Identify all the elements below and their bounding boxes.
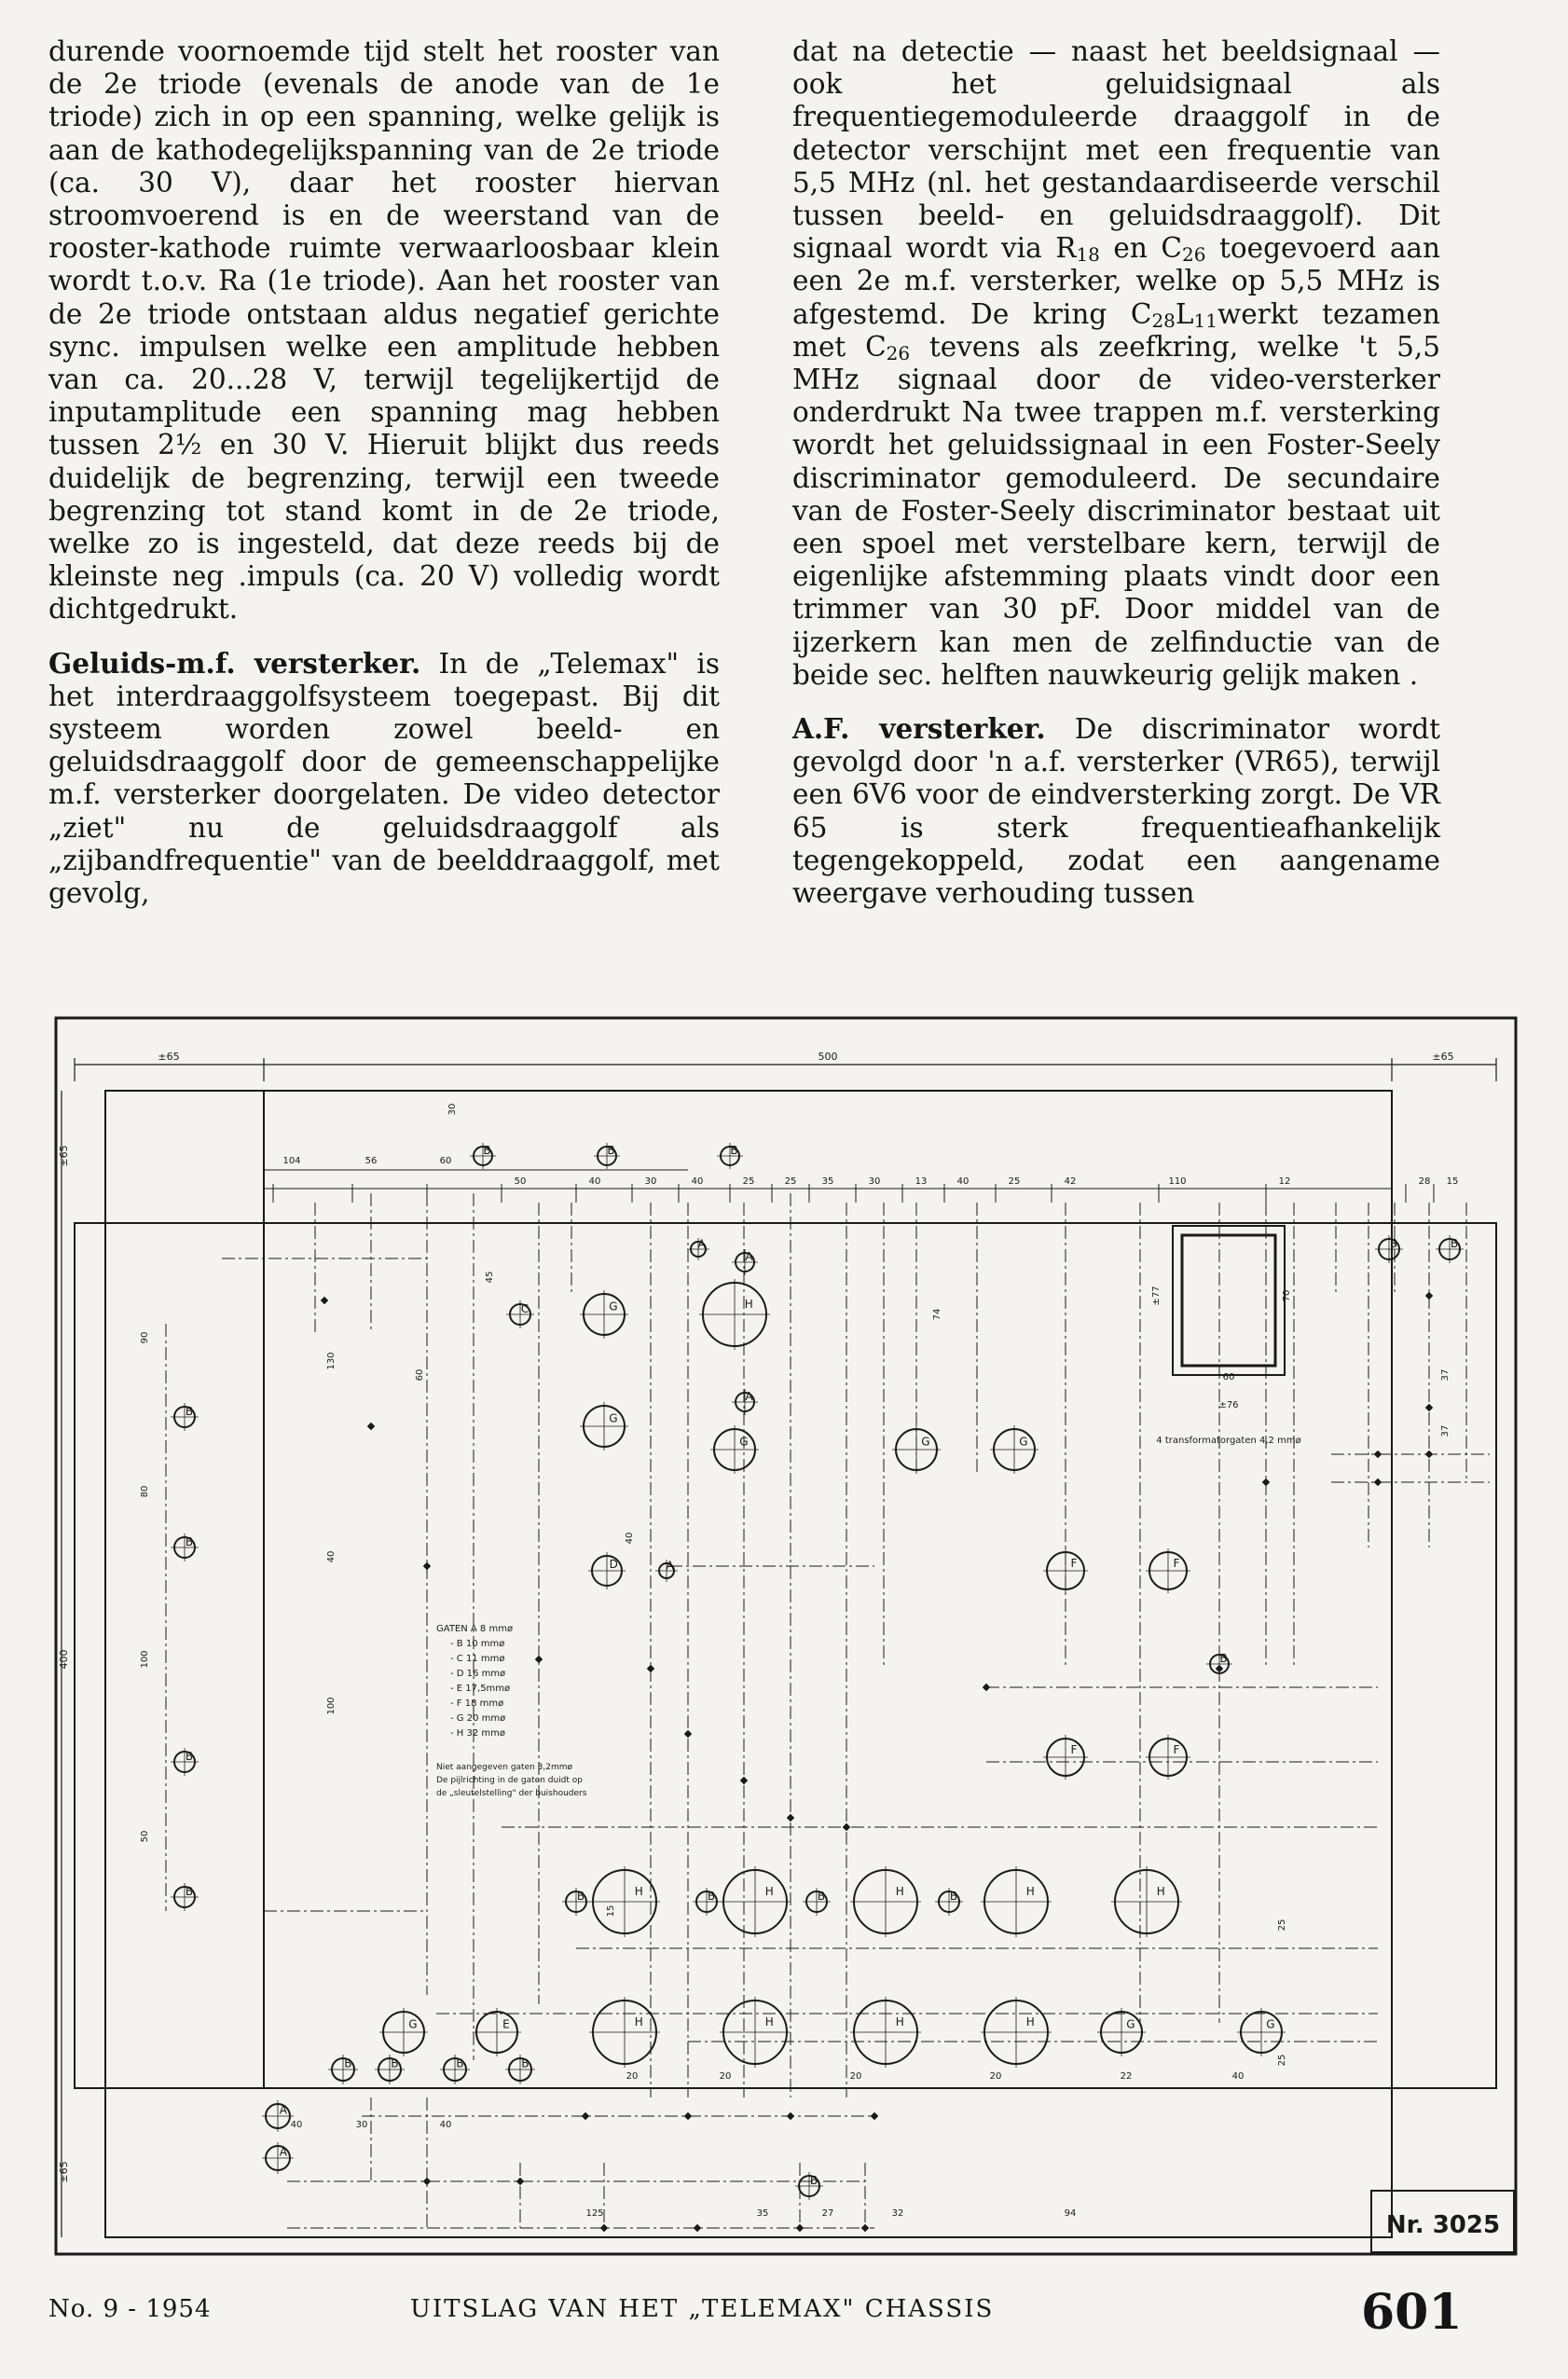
- rivet-mark: [423, 2178, 431, 2185]
- dimension-label: 40: [290, 2120, 303, 2130]
- hole-letter: A: [745, 1250, 753, 1263]
- hole-letter: G: [1126, 2017, 1135, 2031]
- hole-h: [1111, 1866, 1182, 1937]
- legend-note: de „sleutelstelling" der buishouders: [436, 1789, 587, 1798]
- dimension-label: 130: [326, 1352, 337, 1370]
- rivet-mark: [1262, 1478, 1270, 1486]
- hole-letter: B: [344, 2056, 352, 2070]
- dimension-label: 22: [1120, 2071, 1133, 2082]
- hole-letter: B: [185, 1884, 194, 1898]
- paragraph: durende voornoemde tijd stelt het rooster van de 2e triode (evenals de anode van de 1e triode) zich in op een spanning, welke gelijk is aan de kathodegelijkspanning van de 2e triode (ca. 30 V), daar het rooster hiervan stroomvoerend is en de weerstand van de rooster-kathode ruimte verwaarloosbaar klein wordt t.o.v. Ra (1e triode). Aan het rooster van de 2e triode ontstaan aldus negatief gerichte sync. impulsen welke een amplitude hebben van ca. 20...28 V, terwijl tegelijkertijd de inputamplitude een spanning mag hebben tussen 2½ en 30 V. Hieruit blijkt dus reeds duidelijk de begrenzing, terwijl een tweede begrenzing tot stand komt in de 2e triode, welke zo is ingesteld, dat deze reeds bij de kleinste neg .impuls (ca. 20 V) volledig wordt dichtgedrukt.: [48, 35, 720, 626]
- left-text-column: [48, 35, 720, 930]
- rivet-mark: [600, 2224, 608, 2232]
- hole-h: [981, 1997, 1052, 2068]
- hole-letter: G: [609, 1411, 618, 1425]
- hole-letter: A: [279, 2145, 287, 2159]
- hole-letter: H: [895, 2015, 904, 2029]
- dimension-label: 40: [625, 1532, 635, 1545]
- hole-e: [473, 2008, 521, 2056]
- hole-letter: B: [483, 1144, 491, 1157]
- hole-letter: B: [949, 1889, 958, 1903]
- dimension-label: 32: [891, 2208, 904, 2219]
- hole-letter: B: [809, 2173, 818, 2187]
- dimension-label: 40: [691, 1176, 704, 1187]
- rivet-mark: [787, 1814, 794, 1822]
- dimension-label: 40: [439, 2120, 452, 2130]
- hole-letter: A: [666, 1559, 674, 1573]
- transformer-cutout-outer: [1173, 1226, 1285, 1375]
- hole-letter: B: [391, 2056, 399, 2070]
- hole-letter: A: [745, 1390, 753, 1403]
- dimension-label: 94: [1064, 2208, 1077, 2219]
- dimension-label: 35: [756, 2208, 769, 2219]
- drawing-number: Nr. 3025: [1385, 2211, 1501, 2239]
- hole-g: [1097, 2008, 1146, 2056]
- hole-g: [892, 1425, 941, 1474]
- dimension-label: 50: [140, 1830, 150, 1843]
- hole-d: [588, 1552, 626, 1589]
- rivet-mark: [871, 2112, 878, 2120]
- hole-h: [589, 1866, 660, 1937]
- chassis-flange-outline: [264, 1091, 1392, 2088]
- dimension-label: ±65: [1432, 1051, 1454, 1063]
- text-run: tevens als zeefkring, welke 't 5,5 MHz signaal door de video-versterker onderdrukt Na twee trappen m.f. versterking wordt het geluidssignaal in een Foster-Seely discriminator gemoduleerd. De secundaire van de Foster-Seely discriminator bestaat uit een spoel met verstelbare kern, terwijl de eigenlijke afstemming plaats vindt door een trimmer van 30 pF. Door middel van de ijzerkern kan men de zelfinductie van de beide sec. helften nauwkeurig gelijk maken .: [792, 330, 1440, 691]
- right-text-column: [792, 35, 1440, 930]
- hole-letter: A: [697, 1237, 706, 1251]
- dimension-label: 125: [585, 2208, 604, 2219]
- hole-letter: C: [520, 1301, 530, 1315]
- hole-letter: G: [609, 1300, 618, 1313]
- dimension-label: 56: [364, 1156, 378, 1166]
- legend-item: - B 10 mmø: [450, 1639, 505, 1649]
- hole-letter: B: [707, 1889, 716, 1903]
- text-run: toegevoerd aan een 2e m.f. versterker, welke op 5,5 MHz is afgestemd. De kring C: [792, 232, 1440, 330]
- text-run: en C: [1099, 232, 1182, 265]
- dimension-label: 4 transformatorgaten 4,2 mmø: [1156, 1436, 1301, 1446]
- hole-b: [328, 2055, 358, 2084]
- dimension-label: 30: [447, 1103, 458, 1116]
- hole-letter: B: [456, 2056, 464, 2070]
- rivet-mark: [843, 1823, 850, 1831]
- subscript: 11: [1193, 309, 1217, 332]
- drawing-frame: [56, 1018, 1516, 2254]
- chassis-base-outline: [75, 1223, 1496, 2088]
- hole-letter: G: [1019, 1435, 1028, 1449]
- legend-note: Niet aangegeven gaten 3,2mmø: [436, 1763, 573, 1772]
- dimension-label: 104: [282, 1156, 301, 1166]
- hole-letter: B: [576, 1889, 585, 1903]
- subscript: 28: [1151, 309, 1176, 332]
- dimension-label: 40: [588, 1176, 601, 1187]
- subscript: 26: [1182, 243, 1206, 267]
- paragraph: [792, 35, 1440, 692]
- hole-letter: H: [744, 1298, 753, 1312]
- rivet-mark: [684, 2112, 692, 2120]
- dimension-label: 400: [58, 1649, 70, 1670]
- rivet-mark: [1374, 1478, 1382, 1486]
- hole-b: [505, 2055, 535, 2084]
- hole-g: [1237, 2008, 1286, 2056]
- hole-h: [720, 1866, 791, 1937]
- hole-letter: B: [185, 1749, 194, 1763]
- hole-letter: H: [1156, 1885, 1165, 1899]
- dimension-label: 40: [326, 1550, 337, 1563]
- chassis-drilling-drawing: [54, 1016, 1518, 2256]
- rivet-mark: [983, 1684, 990, 1691]
- dimension-label: 42: [1064, 1176, 1077, 1187]
- legend-item: - E 17,5mmø: [450, 1684, 511, 1694]
- hole-letter: H: [895, 1885, 904, 1899]
- rivet-mark: [367, 1423, 375, 1430]
- legend-note: De pijlrichting in de gaten duidt op: [436, 1776, 583, 1785]
- hole-letter: B: [607, 1144, 615, 1157]
- hole-letter: B: [1219, 1652, 1228, 1665]
- dimension-label: ±65: [58, 2161, 70, 2183]
- dimension-label: 110: [1168, 1176, 1187, 1187]
- dimension-label: 25: [784, 1176, 797, 1187]
- hole-letter: B: [730, 1144, 738, 1157]
- legend-item: - C 11 mmø: [450, 1654, 505, 1664]
- legend-item: - H 32 mmø: [450, 1728, 505, 1739]
- hole-letter: F: [1070, 1743, 1078, 1756]
- rivet-mark: [1425, 1451, 1433, 1458]
- drawing-geometry: [56, 1018, 1516, 2254]
- legend-item: - G 20 mmø: [450, 1713, 506, 1724]
- hole-f: [1146, 1548, 1190, 1593]
- dimension-label: 28: [1418, 1176, 1431, 1187]
- dimension-label: 15: [606, 1905, 616, 1918]
- hole-g: [379, 2008, 428, 2056]
- issue-info: No. 9 - 1954: [48, 2295, 212, 2323]
- dimension-label: ±65: [58, 1145, 70, 1167]
- dimension-label: 20: [989, 2071, 1002, 2082]
- dimension-label: 13: [915, 1176, 928, 1187]
- dimension-label: 25: [1277, 2054, 1287, 2067]
- dimension-label: 50: [514, 1176, 527, 1187]
- legend-title: GATEN A 8 mmø: [436, 1624, 514, 1634]
- rivet-mark: [1374, 1451, 1382, 1458]
- paragraph: [792, 712, 1440, 910]
- hole-letter: H: [634, 2015, 643, 2029]
- hole-f: [1146, 1735, 1190, 1780]
- text-run: dat na detectie — naast het beeldsignaal — ook het geluidsignaal als frequentiegemoduleerde draaggolf in de detector verschijnt met een frequentie van 5,5 MHz (nl. het gestandaardiseerde verschil tussen beeld- en geluidsdraaggolf). Dit signaal wordt via R: [792, 35, 1440, 265]
- dimension-label: ±76: [1218, 1400, 1239, 1410]
- dimension-label: 80: [140, 1485, 150, 1498]
- dimension-label: 27: [821, 2208, 834, 2219]
- dimension-label: 30: [644, 1176, 657, 1187]
- dimension-label: 25: [1277, 1918, 1287, 1932]
- section-heading: A.F. versterker.: [792, 712, 1046, 746]
- hole-g: [990, 1425, 1038, 1474]
- transformer-cutout-inner: [1182, 1235, 1275, 1366]
- rivet-mark: [1425, 1404, 1433, 1411]
- rivet-mark: [694, 2224, 701, 2232]
- legend-item: - F 18 mmø: [450, 1698, 504, 1709]
- rivet-mark: [861, 2224, 869, 2232]
- section-heading: Geluids-m.f. versterker.: [48, 646, 421, 680]
- dimension-label: 12: [1278, 1176, 1291, 1187]
- text-run: L: [1175, 297, 1194, 330]
- hole-letter: G: [1266, 2017, 1275, 2031]
- figure-caption: UITSLAG VAN HET „TELEMAX" CHASSIS: [410, 2295, 995, 2323]
- dimension-label: 20: [849, 2071, 862, 2082]
- dimension-label: 20: [626, 2071, 639, 2082]
- dimension-label: 60: [439, 1156, 452, 1166]
- rivet-mark: [321, 1297, 328, 1304]
- rivet-mark: [740, 1777, 748, 1784]
- text-run: werkt tezamen met C: [792, 297, 1440, 363]
- hole-h: [720, 1997, 791, 2068]
- hole-h: [981, 1866, 1052, 1937]
- hole-letter: H: [1025, 2015, 1035, 2029]
- dimension-label: 60: [1222, 1372, 1235, 1382]
- hole-letter: B: [1450, 1236, 1459, 1250]
- hole-letter: H: [1025, 1885, 1035, 1899]
- hole-letter: G: [739, 1435, 749, 1449]
- hole-letter: A: [279, 2103, 287, 2117]
- legend-item: - D 16 mmø: [450, 1669, 506, 1679]
- paragraph-text: In de „Telemax" is het interdraaggolfsysteem toegepast. Bij dit systeem worden zowel beeld- en geluidsdraaggolf door de gemeenschappelijke m.f. versterker doorgelaten. De video detector „ziet" nu de geluidsdraaggolf als „zijbandfrequentie" van de beelddraaggolf, met gevolg,: [48, 647, 720, 910]
- dimension-label: 40: [1231, 2071, 1245, 2082]
- subscript: 26: [886, 341, 911, 364]
- hole-letter: F: [1173, 1557, 1180, 1570]
- dimension-label: 74: [932, 1308, 942, 1321]
- dimension-label: ±77: [1151, 1286, 1162, 1306]
- dimension-label: 35: [821, 1176, 834, 1187]
- rivet-mark: [796, 2224, 804, 2232]
- dimension-label: 500: [818, 1051, 838, 1063]
- rivet-mark: [516, 2178, 524, 2185]
- hole-letter: H: [634, 1885, 643, 1899]
- dimension-label: 25: [1008, 1176, 1021, 1187]
- dimension-label: 40: [956, 1176, 970, 1187]
- hole-g: [710, 1425, 759, 1474]
- dimension-label: 30: [355, 2120, 368, 2130]
- dimension-label: 30: [868, 1176, 881, 1187]
- hole-letter: D: [609, 1557, 618, 1571]
- hole-a: [262, 2142, 294, 2174]
- rivet-mark: [423, 1562, 431, 1570]
- dimension-label: 100: [326, 1697, 337, 1715]
- page-number: 601: [1361, 2284, 1463, 2341]
- subscript: 18: [1076, 243, 1100, 267]
- dimension-label: 20: [719, 2071, 732, 2082]
- hole-letter: G: [921, 1435, 930, 1449]
- hole-h: [589, 1997, 660, 2068]
- dimension-label: 37: [1440, 1368, 1451, 1382]
- hole-b: [375, 2055, 405, 2084]
- hole-g: [580, 1290, 628, 1339]
- dimension-label: 90: [140, 1331, 150, 1344]
- dimension-label: 25: [742, 1176, 755, 1187]
- dimension-label: ±65: [158, 1051, 180, 1063]
- hole-a: [262, 2100, 294, 2132]
- rivet-mark: [535, 1656, 543, 1663]
- hole-h: [699, 1279, 770, 1350]
- dimension-label: 45: [485, 1271, 495, 1284]
- hole-g: [580, 1402, 628, 1451]
- hole-letter: G: [408, 2017, 418, 2031]
- hole-f: [1043, 1548, 1088, 1593]
- dimension-label: 60: [415, 1368, 425, 1382]
- dimension-label: 37: [1440, 1424, 1451, 1437]
- hole-letter: B: [521, 2056, 530, 2070]
- hole-h: [850, 1866, 921, 1937]
- rivet-mark: [647, 1665, 654, 1672]
- hole-letter: B: [185, 1404, 194, 1418]
- rivet-mark: [787, 2112, 794, 2120]
- dimension-label: 100: [140, 1650, 150, 1669]
- rivet-mark: [684, 1730, 692, 1738]
- hole-letter: F: [1173, 1743, 1180, 1756]
- hole-letter: B: [817, 1889, 826, 1903]
- hole-letter: F: [1070, 1557, 1078, 1570]
- rivet-mark: [1425, 1292, 1433, 1300]
- rivet-mark: [582, 2112, 589, 2120]
- hole-b: [440, 2055, 470, 2084]
- hole-letter: H: [764, 2015, 774, 2029]
- paragraph: [48, 647, 720, 911]
- hole-letter: B: [1389, 1236, 1398, 1250]
- hole-letter: H: [764, 1885, 774, 1899]
- hole-letter: E: [502, 2017, 510, 2031]
- hole-letter: B: [185, 1534, 194, 1548]
- dimension-label: 70: [1282, 1289, 1292, 1302]
- paragraph-text: De discriminator wordt gevolgd door 'n a.f. versterker (VR65), terwijl een 6V6 voor de eindversterking zorgt. De VR 65 is sterk frequentieafhankelijk tegengekoppeld, zodat een aangename weergave verhouding tussen: [792, 713, 1440, 910]
- dimension-label: 15: [1446, 1176, 1459, 1187]
- hole-f: [1043, 1735, 1088, 1780]
- hole-h: [850, 1997, 921, 2068]
